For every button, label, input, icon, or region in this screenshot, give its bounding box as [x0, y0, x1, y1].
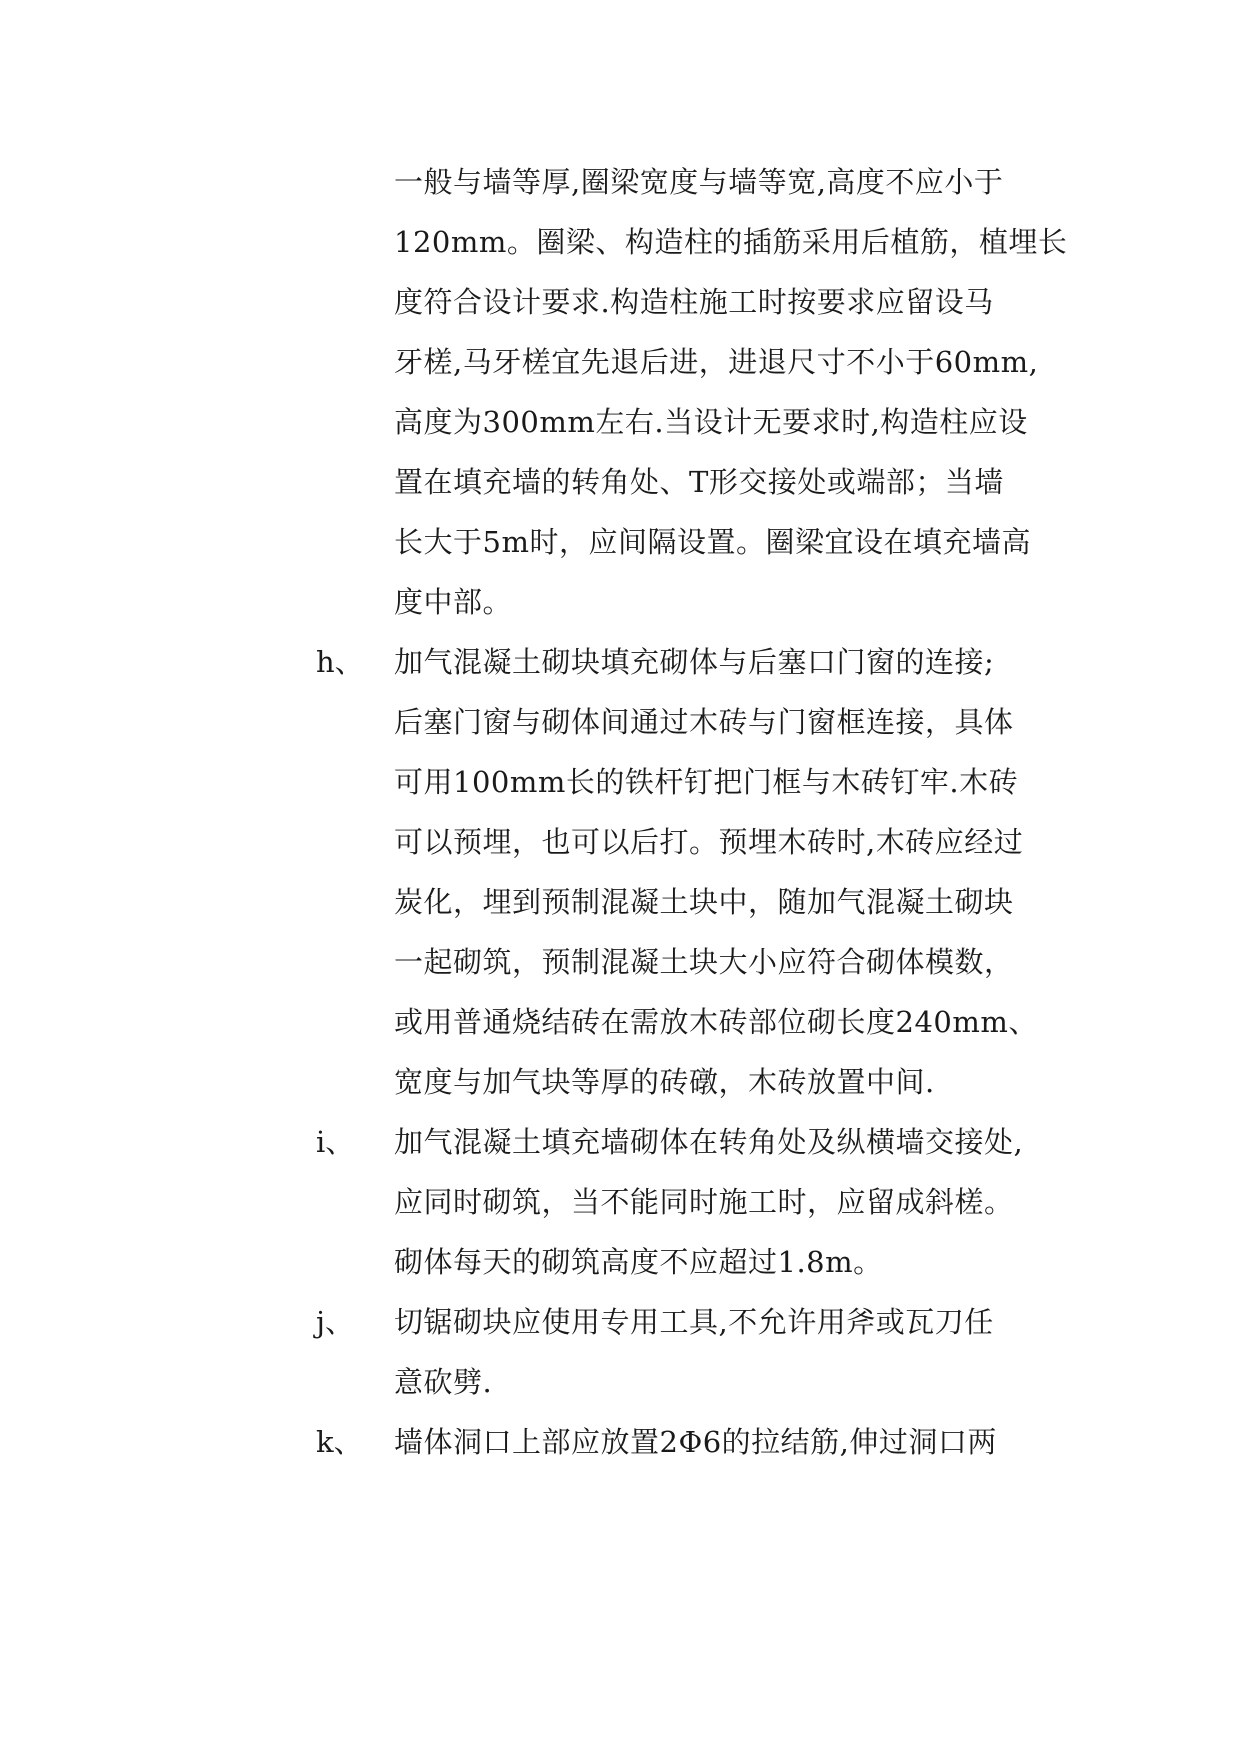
paragraph-line: 牙槎,马牙槎宜先退后进，进退尺寸不小于60mm, — [394, 345, 1039, 379]
list-item-line: 加气混凝土砌块填充砌体与后塞口门窗的连接; — [394, 645, 995, 679]
paragraph-line: 高度为300mm左右.当设计无要求时,构造柱应设 — [394, 405, 1028, 439]
list-item-line: 宽度与加气块等厚的砖礅，木砖放置中间. — [394, 1065, 935, 1099]
list-item-line: 墙体洞口上部应放置2Φ6的拉结筋,伸过洞口两 — [394, 1425, 997, 1459]
list-item-line: 或用普通烧结砖在需放木砖部位砌长度240mm、 — [394, 1005, 1038, 1039]
list-marker-h: h、 — [316, 645, 364, 679]
paragraph-line: 置在填充墙的转角处、T形交接处或端部；当墙 — [394, 465, 1004, 499]
list-item-line: 切锯砌块应使用专用工具,不允许用斧或瓦刀任 — [394, 1305, 994, 1339]
list-item-line: 意砍劈. — [394, 1365, 493, 1399]
list-item-line: 应同时砌筑，当不能同时施工时，应留成斜槎。 — [394, 1185, 1014, 1219]
list-item-line: 砌体每天的砌筑高度不应超过1.8m。 — [394, 1245, 883, 1279]
list-item-line: 可以预埋，也可以后打。预埋木砖时,木砖应经过 — [394, 825, 1024, 859]
list-marker-k: k、 — [316, 1425, 363, 1459]
list-item-line: 一起砌筑，预制混凝土块大小应符合砌体模数， — [394, 945, 1014, 979]
paragraph-line: 120mm。圈梁、构造柱的插筋采用后植筋，植埋长 — [394, 225, 1068, 259]
paragraph-line: 度中部。 — [394, 585, 513, 619]
paragraph-line: 长大于5m时，应间隔设置。圈梁宜设在填充墙高 — [394, 525, 1031, 559]
paragraph-line: 度符合设计要求.构造柱施工时按要求应留设马 — [394, 285, 994, 319]
list-item-line: 可用100mm长的铁杆钉把门框与木砖钉牢.木砖 — [394, 765, 1019, 799]
paragraph-line: 一般与墙等厚,圈梁宽度与墙等宽,高度不应小于 — [394, 165, 1004, 199]
list-marker-i: i、 — [316, 1125, 355, 1159]
list-item-line: 加气混凝土填充墙砌体在转角处及纵横墙交接处, — [394, 1125, 1024, 1159]
list-item-line: 后塞门窗与砌体间通过木砖与门窗框连接，具体 — [394, 705, 1014, 739]
list-marker-j: j、 — [316, 1305, 354, 1339]
list-item-line: 炭化，埋到预制混凝土块中，随加气混凝土砌块 — [394, 885, 1014, 919]
